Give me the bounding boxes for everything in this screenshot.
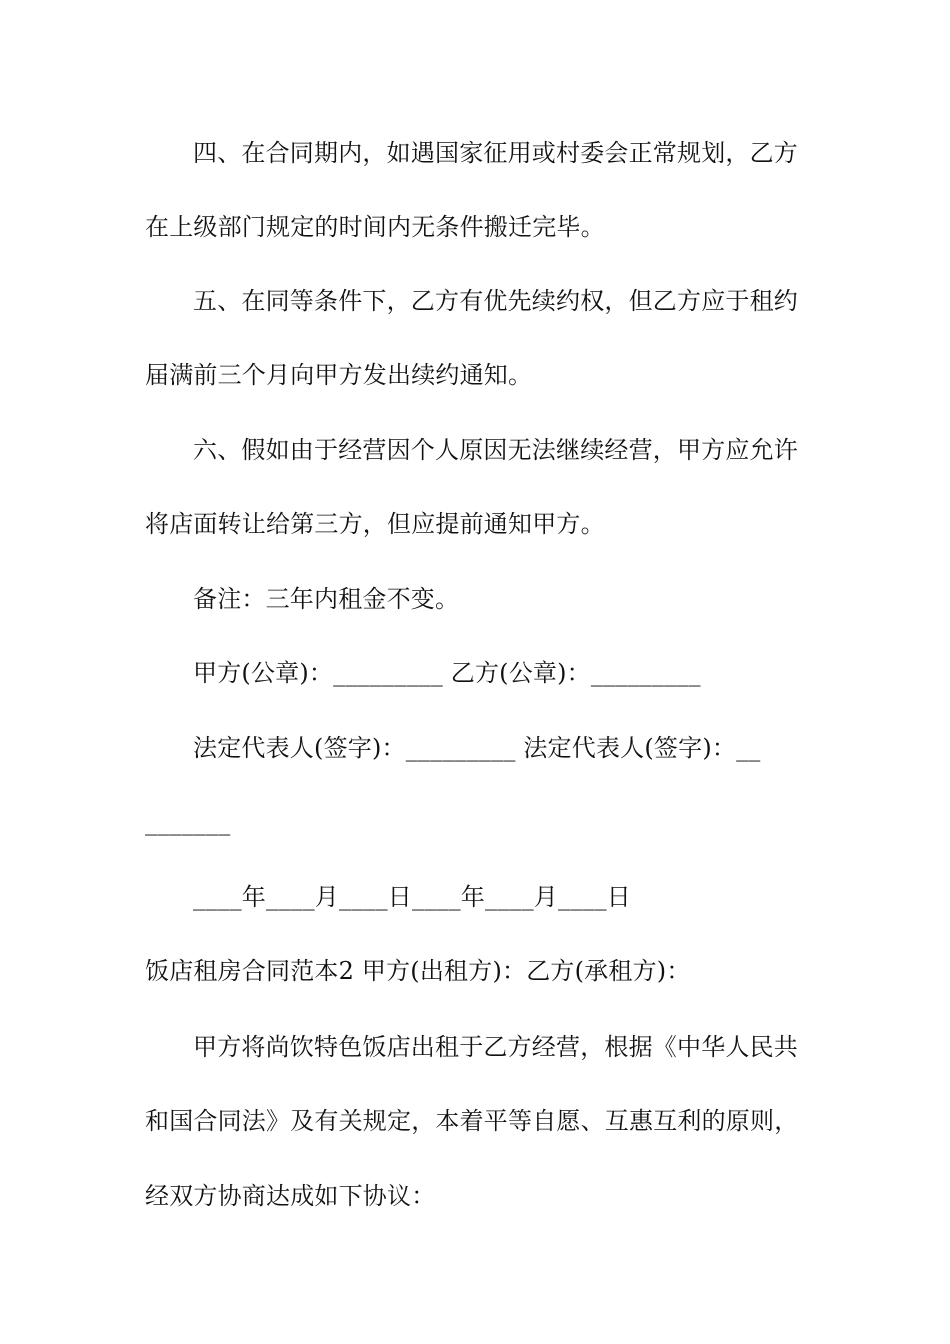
clause-6-line-2: 将店面转让给第三方，但应提前通知甲方。 xyxy=(145,510,605,538)
contract-title-line: 饭店租房合同范本2 甲方(出租方)：乙方(承租方)： xyxy=(145,957,691,985)
remark-line: 备注：三年内租金不变。 xyxy=(193,585,460,613)
clause-5-line-2: 届满前三个月向甲方发出续约通知。 xyxy=(145,361,533,389)
preamble-line-2: 和国合同法》及有关规定，本着平等自愿、互惠互利的原则， xyxy=(145,1107,799,1135)
preamble-line-3: 经双方协商达成如下协议： xyxy=(145,1182,436,1210)
date-line: ____年____月____日____年____月____日 xyxy=(193,883,631,911)
clause-5-line-1: 五、在同等条件下，乙方有优先续约权，但乙方应于租约 xyxy=(193,287,798,315)
legal-representative-line-continued: _______ xyxy=(145,808,231,836)
clause-4-line-2: 在上级部门规定的时间内无条件搬迁完毕。 xyxy=(145,213,605,241)
party-seal-line: 甲方(公章)：_________ 乙方(公章)：_________ xyxy=(193,659,701,687)
clause-6-line-1: 六、假如由于经营因个人原因无法继续经营，甲方应允许 xyxy=(193,436,798,464)
legal-representative-line: 法定代表人(签字)：_________ 法定代表人(签字)：__ xyxy=(193,734,761,762)
clause-4-line-1: 四、在合同期内，如遇国家征用或村委会正常规划，乙方 xyxy=(193,139,798,167)
preamble-line-1: 甲方将尚饮特色饭店出租于乙方经营，根据《中华人民共 xyxy=(193,1033,798,1061)
